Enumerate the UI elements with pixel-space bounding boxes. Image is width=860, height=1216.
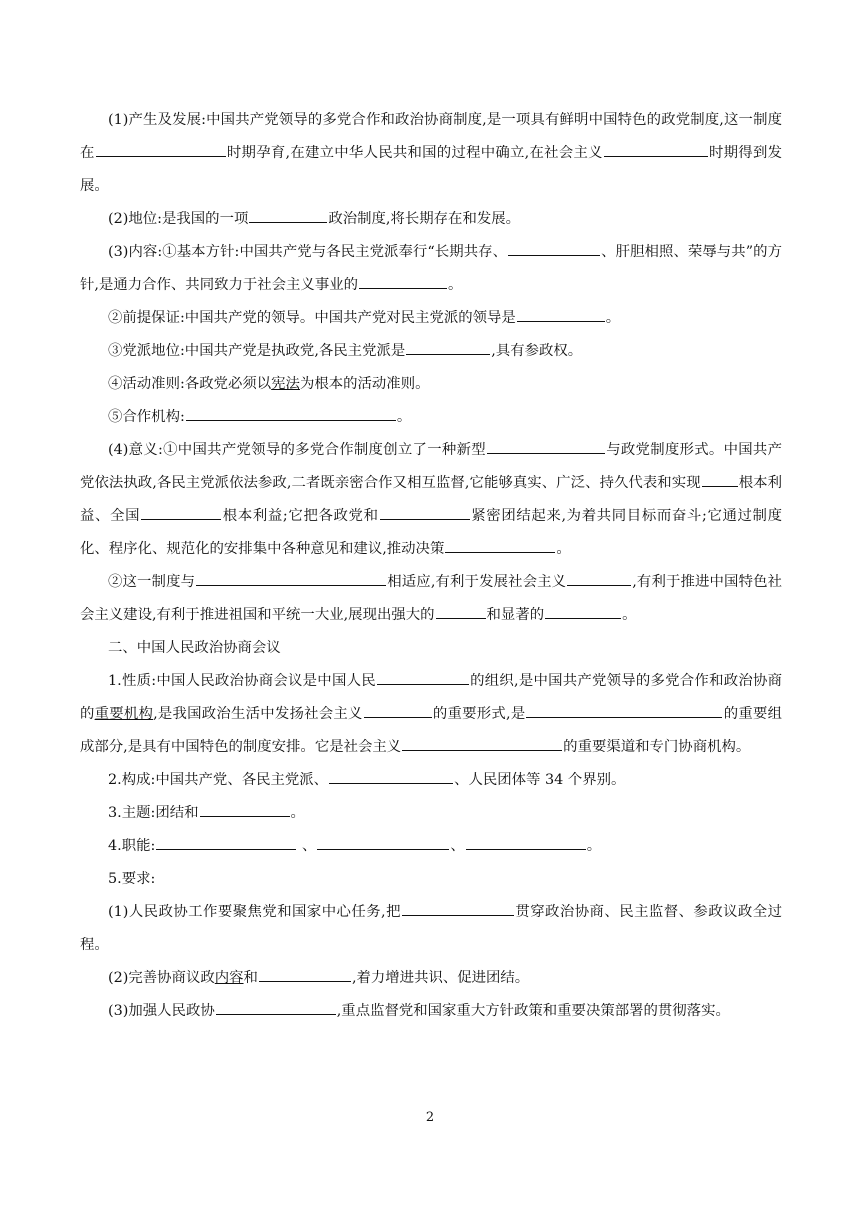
blank-line[interactable]	[141, 505, 221, 520]
text: ④活动准则:各政党必须以	[108, 376, 272, 392]
text: 、肝胆相照、荣辱与共”的方针,是通力合作、共同致力于社会主义事业的	[80, 244, 782, 293]
text: 和	[243, 970, 258, 986]
text: 。	[622, 607, 637, 623]
paragraph-origin	[80, 104, 782, 203]
text: 5.要求:	[108, 871, 156, 887]
blank-line[interactable]	[329, 769, 453, 784]
text: ,有利于推进中国特色社会主义建设,有利于推进祖国和平统一大业,展现出强大的	[80, 574, 782, 623]
page-number: 2	[425, 1110, 435, 1125]
text: 4.职能:	[108, 838, 156, 854]
text: 、人民团体等 34 个界别。	[454, 772, 626, 788]
text: 1.性质:中国人民政治协商会议是中国人民	[108, 673, 376, 689]
text: 。	[448, 277, 463, 293]
text: 。	[290, 805, 305, 821]
blank-line[interactable]	[545, 604, 621, 619]
blank-line[interactable]	[508, 241, 600, 256]
text: 紧密团结起来,为着共同目标而奋斗;它通过制度化、程序化、规范化的安排集中各种意见和建议,推动决策	[80, 508, 782, 557]
text: 。	[396, 409, 412, 425]
blank-line[interactable]	[259, 967, 351, 982]
paragraph-req-2	[80, 962, 782, 995]
blank-line[interactable]	[466, 835, 586, 850]
text: 3.主题:团结和	[108, 805, 199, 821]
blank-line[interactable]	[402, 736, 562, 751]
text: (1)产生及发展:中国共产党领导的多党合作和政治协商制度,是一项具有鲜明中国特色的政党制度,这一制度在	[80, 112, 782, 161]
text: ②这一制度与	[108, 574, 196, 590]
blank-line[interactable]	[186, 406, 396, 421]
text: 根本利益;它把各政党和	[222, 508, 379, 524]
text: 。	[586, 838, 602, 854]
blank-line[interactable]	[200, 802, 290, 817]
blank-line[interactable]	[216, 1000, 336, 1015]
text: 。	[605, 310, 621, 326]
blank-line[interactable]	[406, 340, 490, 355]
underlined-term: 重要机构	[94, 706, 154, 722]
blank-line[interactable]	[517, 307, 605, 322]
paragraph-requirements	[80, 863, 782, 896]
blank-line[interactable]	[702, 472, 738, 487]
text: ③党派地位:中国共产党是执政党,各民主党派是	[108, 343, 406, 359]
paragraph-party-status	[80, 335, 782, 368]
paragraph-significance	[80, 434, 782, 566]
text: ,着力增进共识、促进团结。	[351, 970, 530, 986]
paragraph-organ	[80, 401, 782, 434]
blank-line[interactable]	[436, 604, 486, 619]
paragraph-req-1	[80, 896, 782, 962]
blank-line[interactable]	[196, 571, 386, 586]
paragraph-premise	[80, 302, 782, 335]
text: ,是我国政治生活中发扬社会主义	[153, 706, 363, 722]
text: 2.构成:中国共产党、各民主党派、	[108, 772, 329, 788]
blank-line[interactable]	[445, 538, 555, 553]
blank-line[interactable]	[380, 505, 470, 520]
text: (1)人民政协工作要聚焦党和国家中心任务,把	[108, 904, 401, 920]
blank-line[interactable]	[377, 670, 469, 685]
text: ,重点监督党和国家重大方针政策和重要决策部署的贯彻落实。	[336, 1003, 730, 1019]
blank-line[interactable]	[526, 703, 722, 718]
text: ,具有参政权。	[491, 343, 583, 359]
text: 的重要组成部分,是具有中国特色的制度安排。它是社会主义	[80, 706, 782, 755]
blank-line[interactable]	[567, 571, 631, 586]
blank-line[interactable]	[96, 142, 226, 157]
underlined-term: 内容	[214, 970, 244, 986]
text: 根本利益、全国	[80, 475, 782, 524]
text: (2)完善协商议政	[108, 970, 215, 986]
paragraph-functions	[80, 830, 782, 863]
blank-line[interactable]	[156, 835, 296, 850]
text: 相适应,有利于发展社会主义	[387, 574, 567, 590]
paragraph-req-3	[80, 995, 782, 1028]
text: 、	[450, 838, 465, 854]
paragraph-nature	[80, 665, 782, 764]
text: 、	[297, 838, 317, 854]
text: 和显著的	[486, 607, 545, 623]
text: 的重要渠道和专门协商机构。	[563, 739, 751, 755]
text: 与政党制度形式。中国共产党依法执政,各民主党派依法参政,二者既亲密合作又相互监督,它能够真实、广泛、持久代表和实现	[80, 442, 782, 491]
text: 的重要形式,是	[432, 706, 526, 722]
paragraph-principle	[80, 368, 782, 401]
blank-line[interactable]	[359, 274, 447, 289]
text: 政治制度,将长期存在和发展。	[328, 211, 521, 227]
paragraph-composition	[80, 764, 782, 797]
underlined-term: 宪法	[271, 376, 300, 392]
text: (4)意义:①中国共产党领导的多党合作制度创立了一种新型	[108, 442, 486, 458]
text: 的组织,是中国共产党领导的多党合作和政治协商的	[80, 673, 782, 722]
text: ②前提保证:中国共产党的领导。中国共产党对民主党派的领导是	[108, 310, 516, 326]
blank-line[interactable]	[402, 901, 514, 916]
text: (2)地位:是我国的一项	[108, 211, 249, 227]
blank-line[interactable]	[317, 835, 449, 850]
paragraph-status	[80, 203, 782, 236]
text: (3)内容:①基本方针:中国共产党与各民主党派奉行“长期共存、	[108, 244, 508, 260]
section-heading: 二、中国人民政治协商会议	[108, 640, 281, 656]
paragraph-theme	[80, 797, 782, 830]
text: 为根本的活动准则。	[299, 376, 430, 392]
paragraph-adaptation	[80, 566, 782, 632]
blank-line[interactable]	[604, 142, 708, 157]
document-body	[80, 104, 782, 1028]
blank-line[interactable]	[364, 703, 432, 718]
text: ⑤合作机构:	[108, 409, 185, 425]
text: 贯穿政治协商、民主监督、参政议政全过程。	[80, 904, 782, 953]
text: 。	[556, 541, 571, 557]
blank-line[interactable]	[249, 208, 327, 223]
text: 时期孕育,在建立中华人民共和国的过程中确立,在社会主义	[226, 145, 603, 161]
text: 时期得到发展。	[80, 145, 782, 194]
paragraph-content	[80, 236, 782, 302]
blank-line[interactable]	[487, 439, 605, 454]
text: (3)加强人民政协	[108, 1003, 215, 1019]
